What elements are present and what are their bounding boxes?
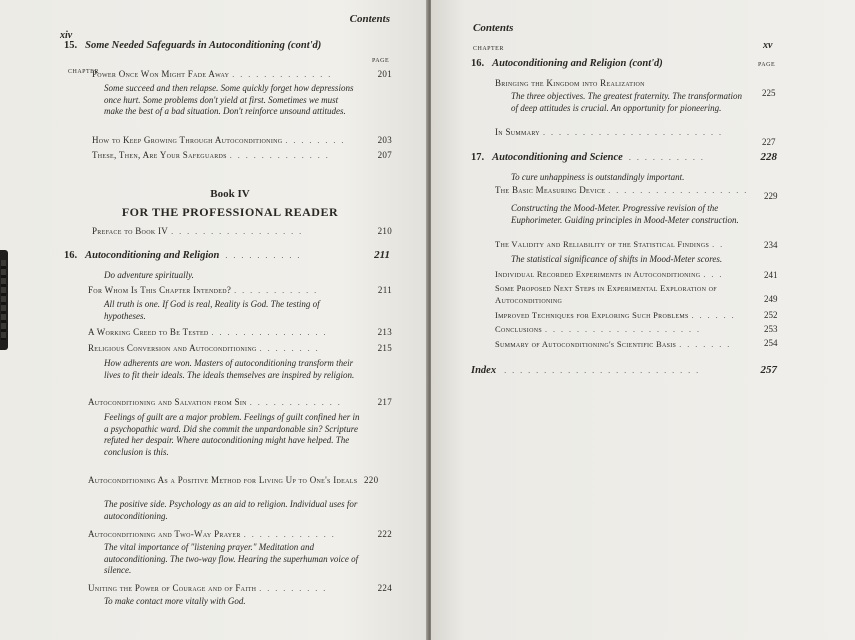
entry-page: 229 <box>764 191 778 201</box>
toc-entry[interactable]: Uniting the Power of Courage and of Faith . . . . . . . . . 224 <box>88 583 392 593</box>
toc-entry[interactable]: Improved Techniques for Exploring Such Problems . . . . . . <box>495 310 736 320</box>
toc-entry[interactable]: The Validity and Reliability of the Statistical Findings . . <box>495 239 725 249</box>
entry-description: Constructing the Mood-Meter. Progressive revision of the Euphorimeter. Guiding principles in Mood-Meter construction. <box>511 203 739 225</box>
toc-entry[interactable]: Some Proposed Next Steps in Experimental Exploration of Autoconditioning <box>495 283 717 305</box>
entry-description: To make contact more vitally with God. <box>104 596 246 606</box>
toc-entry[interactable]: Religious Conversion and Autoconditioning . . . . . . . . 215 <box>88 343 392 353</box>
entry-page: 225 <box>762 88 776 98</box>
chapter-16-continued-heading: 16. Autoconditioning and Religion (cont'd) <box>471 58 663 69</box>
right-page <box>431 0 855 640</box>
page-column-label: PAGE <box>372 58 390 64</box>
chapter-description: To cure unhappiness is outstandingly important. <box>511 172 685 182</box>
toc-entry[interactable]: For Whom Is This Chapter Intended? . . . . . . . . . . . 211 <box>88 285 392 295</box>
chapter-17-heading[interactable]: 17. Autoconditioning and Science . . . . . . . . . . 228 <box>471 151 777 163</box>
toc-entry[interactable]: The Basic Measuring Device . . . . . . . . . . . . . . . . . . <box>495 185 749 195</box>
entry-page: 252 <box>764 310 778 320</box>
entry-page: 227 <box>762 137 776 147</box>
chapter-description: Do adventure spiritually. <box>104 270 194 280</box>
toc-entry[interactable]: Individual Recorded Experiments in Autoconditioning . . . <box>495 269 724 279</box>
toc-entry[interactable]: A Working Creed to Be Tested . . . . . . . . . . . . . . . 213 <box>88 327 392 337</box>
running-head: Contents <box>473 22 514 34</box>
book-title: FOR THE PROFESSIONAL READER <box>121 205 339 219</box>
toc-entry[interactable]: Bringing the Kingdom into Realization <box>495 78 645 88</box>
entry-description: The positive side. Psychology as an aid to religion. Individual uses for autoconditioning. <box>104 499 358 521</box>
binder-clip <box>0 250 8 350</box>
entry-description: The three objectives. The greatest fraternity. The transformation of deep attitudes is crucial. An opportunity for pioneering. <box>511 91 743 113</box>
page-number-roman: xv <box>763 40 773 51</box>
toc-entry[interactable]: Conclusions . . . . . . . . . . . . . . . . . . . . <box>495 324 701 334</box>
toc-entry[interactable]: Autoconditioning and Two-Way Prayer . . . . . . . . . . . . 222 <box>88 529 392 539</box>
page-number-roman: xiv <box>60 30 73 41</box>
toc-entry[interactable]: Power Once Won Might Fade Away . . . . . . . . . . . . . 201 <box>92 69 392 79</box>
entry-description: The vital importance of "listening prayer." Meditation and autoconditioning. The two-way flow. Hearing the superhuman voice of silence. <box>104 542 359 575</box>
entry-description: The statistical significance of shifts in Mood-Meter scores. <box>511 254 723 264</box>
entry-description: All truth is one. If God is real, Reality is God. The testing of hypotheses. <box>104 299 320 321</box>
entry-description: How adherents are won. Masters of autoconditioning transform their lives to fit their ideals. The ideals themselves are inspired by religion. <box>104 358 355 380</box>
entry-page: 249 <box>764 294 778 304</box>
chapter-column-label: CHAPTER <box>473 46 504 52</box>
page-column-label: PAGE <box>758 62 776 68</box>
toc-entry[interactable]: In Summary . . . . . . . . . . . . . . . . . . . . . . . <box>495 127 723 137</box>
chapter-16-heading[interactable]: 16. Autoconditioning and Religion . . . . . . . . . . 211 <box>64 249 390 261</box>
entry-description: Some succeed and then relapse. Some quickly forget how depressions once hurt. Some problems don't yield at first. Sometimes we must make the best of a bad situation. Don't reinforce unsound attitudes. <box>104 83 354 116</box>
entry-description: Feelings of guilt are a major problem. Feelings of guilt confined her in a psychopathic ward. Did she commit the unpardonable sin? Scripture refuted her despair. Where autoconditioning might have helped. The conclusion is this. <box>104 412 360 457</box>
chapter-15-heading: 15. Some Needed Safeguards in Autoconditioning (cont'd) <box>64 40 322 51</box>
entry-page: 253 <box>764 324 778 334</box>
book-label: Book IV <box>210 188 250 200</box>
entry-page: 254 <box>764 338 778 348</box>
entry-page: 241 <box>764 270 778 280</box>
running-head: Contents <box>349 13 390 25</box>
toc-entry[interactable]: Autoconditioning As a Positive Method for Living Up to One's Ideals 220 <box>88 475 379 485</box>
chapter-column-label: CHAPTER <box>68 69 99 75</box>
index-entry[interactable]: Index . . . . . . . . . . . . . . . . . . . . . . . . . 257 <box>471 364 777 376</box>
toc-entry[interactable]: These, Then, Are Your Safeguards . . . . . . . . . . . . . 207 <box>92 150 392 160</box>
toc-entry-preface[interactable]: Preface to Book IV . . . . . . . . . . . . . . . . . 210 <box>92 226 392 236</box>
toc-entry[interactable]: Autoconditioning and Salvation from Sin . . . . . . . . . . . . 217 <box>88 397 392 407</box>
toc-entry[interactable]: How to Keep Growing Through Autoconditioning . . . . . . . . 203 <box>92 135 392 145</box>
entry-page: 234 <box>764 240 778 250</box>
toc-entry[interactable]: Summary of Autoconditioning's Scientific Basis . . . . . . . <box>495 339 732 349</box>
